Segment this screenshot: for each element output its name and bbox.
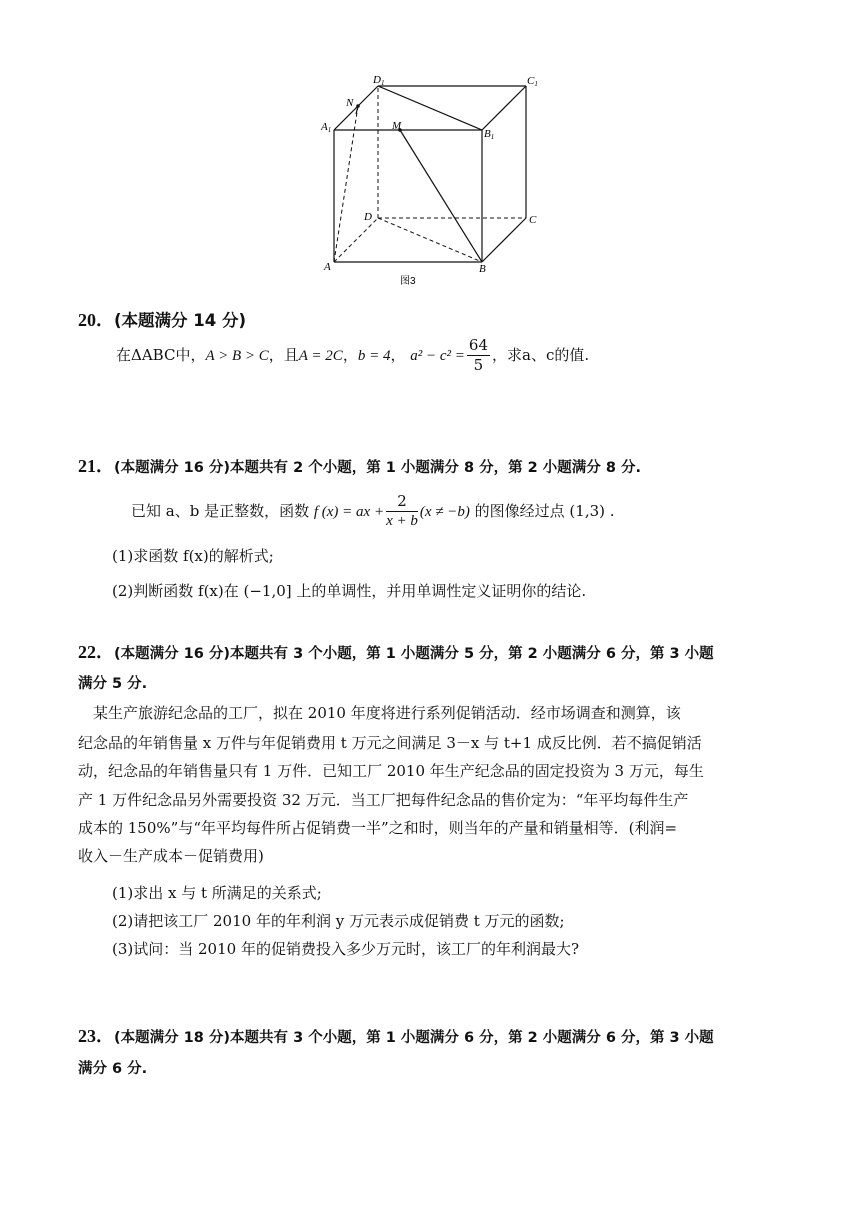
- q20-text-part: ，且: [268, 345, 299, 364]
- q21-text-part: 的图像经过点: [469, 501, 570, 520]
- q21-score: (本题满分 16 分)本题共有 2 个小题，第 1 小题满分 8 分，第 2 小题满分 8 分.: [114, 460, 641, 476]
- q20-math-part: A = 2C: [298, 347, 343, 364]
- label-C1: C1: [527, 75, 538, 88]
- label-N: N: [346, 97, 354, 109]
- fraction-denominator: x + b: [386, 512, 418, 529]
- q20-math-part: b = 4: [357, 347, 391, 364]
- segment-M-B: [400, 130, 482, 262]
- q20-math-part: A > B > C: [205, 347, 269, 364]
- label-D1: D1: [373, 74, 385, 87]
- q21-number: 21．: [78, 456, 114, 476]
- q22-score-line2: 满分 5 分.: [78, 676, 148, 692]
- q20-statement: [116, 338, 589, 374]
- q21-subquestion-2: (2)判断函数 f(x)在 (−1,0] 上的单调性，并用单调性定义证明你的结论.: [112, 582, 587, 600]
- label-M: M: [392, 120, 402, 132]
- q20-fraction: [467, 338, 490, 374]
- q22-paragraph-line: 纪念品的年销售量 x 万件与年促销费用 t 万元之间满足 3－x 与 t+1 成反比例．若不搞促销活: [78, 734, 702, 752]
- q20-text-part: ，: [390, 345, 406, 364]
- fraction-denominator: 5: [473, 355, 484, 374]
- q23-header: [78, 1022, 714, 1048]
- cube-figure: [316, 72, 546, 292]
- point-N: [356, 104, 360, 108]
- label-B: B: [479, 263, 486, 275]
- figure-caption: 图3: [400, 276, 416, 287]
- q21-math-part: f (x) = ax +: [313, 503, 385, 520]
- q20-math-part: a² − c² =: [410, 347, 465, 364]
- q21-statement: [131, 494, 615, 530]
- q21-text-part: 已知 a、b 是正整数，函数: [131, 501, 314, 520]
- hidden-segment-A-N: [334, 106, 358, 262]
- label-A: A: [324, 261, 331, 273]
- edge-B-C: [482, 218, 526, 262]
- q22-subquestion-3: (3)试问：当 2010 年的促销费投入多少万元时，该工厂的年利润最大?: [112, 940, 580, 958]
- q21-text-part: .: [604, 501, 615, 520]
- label-A1: A1: [321, 121, 332, 134]
- q21-fraction: [386, 494, 418, 530]
- q23-number: 23．: [78, 1026, 114, 1046]
- q22-paragraph-line: 某生产旅游纪念品的工厂，拟在 2010 年度将进行系列促销活动．经市场调查和测算，该: [78, 704, 681, 722]
- label-B1: B1: [484, 128, 495, 141]
- q22-header: [78, 638, 714, 664]
- q20-header: [78, 306, 246, 332]
- fraction-numerator: 2: [386, 494, 418, 512]
- q21-math-part: (x ≠ −b): [419, 503, 470, 520]
- hidden-segment-D-B: [378, 218, 482, 262]
- label-D: D: [364, 211, 372, 223]
- q22-paragraph-line: 产 1 万件纪念品另外需要投资 32 万元．当工厂把每件纪念品的售价定为：“年平均每件生产: [78, 791, 689, 809]
- q22-subquestion-1: (1)求出 x 与 t 所满足的关系式;: [112, 884, 322, 902]
- label-C: C: [529, 214, 537, 226]
- q22-number: 22．: [78, 642, 114, 662]
- q23-score-line2: 满分 6 分.: [78, 1061, 148, 1077]
- q20-number: 20．: [78, 310, 114, 330]
- q22-paragraph-line: 成本的 150%”与“年平均每件所占促销费一半”之和时，则当年的产量和销量相等．(利润=: [78, 819, 678, 837]
- q23-score-line1: (本题满分 18 分)本题共有 3 个小题，第 1 小题满分 6 分，第 2 小题满分 6 分，第 3 小题: [114, 1030, 714, 1046]
- q20-text-part: ，: [342, 345, 358, 364]
- q21-subquestion-1: (1)求函数 f(x)的解析式;: [112, 547, 274, 565]
- q21-math-part: (1,3): [569, 501, 605, 520]
- q22-score-line1: (本题满分 16 分)本题共有 3 个小题，第 1 小题满分 5 分，第 2 小题满分 6 分，第 3 小题: [114, 646, 714, 662]
- hidden-edge-A-D: [334, 218, 378, 262]
- q22-subquestion-2: (2)请把该工厂 2010 年的年利润 y 万元表示成促销费 t 万元的函数;: [112, 912, 565, 930]
- edge-A1-D1: [334, 86, 378, 130]
- q20-text-part: 在ΔABC中，: [116, 345, 206, 364]
- q20-score: (本题满分 14 分): [114, 311, 247, 330]
- q22-paragraph-line: 收入－生产成本－促销费用): [78, 847, 264, 865]
- q22-paragraph-line: 动，纪念品的年销售量只有 1 万件．已知工厂 2010 年生产纪念品的固定投资为 3 万元，每生: [78, 762, 704, 780]
- q21-header: [78, 452, 641, 478]
- q20-text-part: ，求a、c的值.: [492, 345, 590, 364]
- fraction-numerator: 64: [468, 336, 488, 354]
- edge-B1-C1: [482, 86, 526, 130]
